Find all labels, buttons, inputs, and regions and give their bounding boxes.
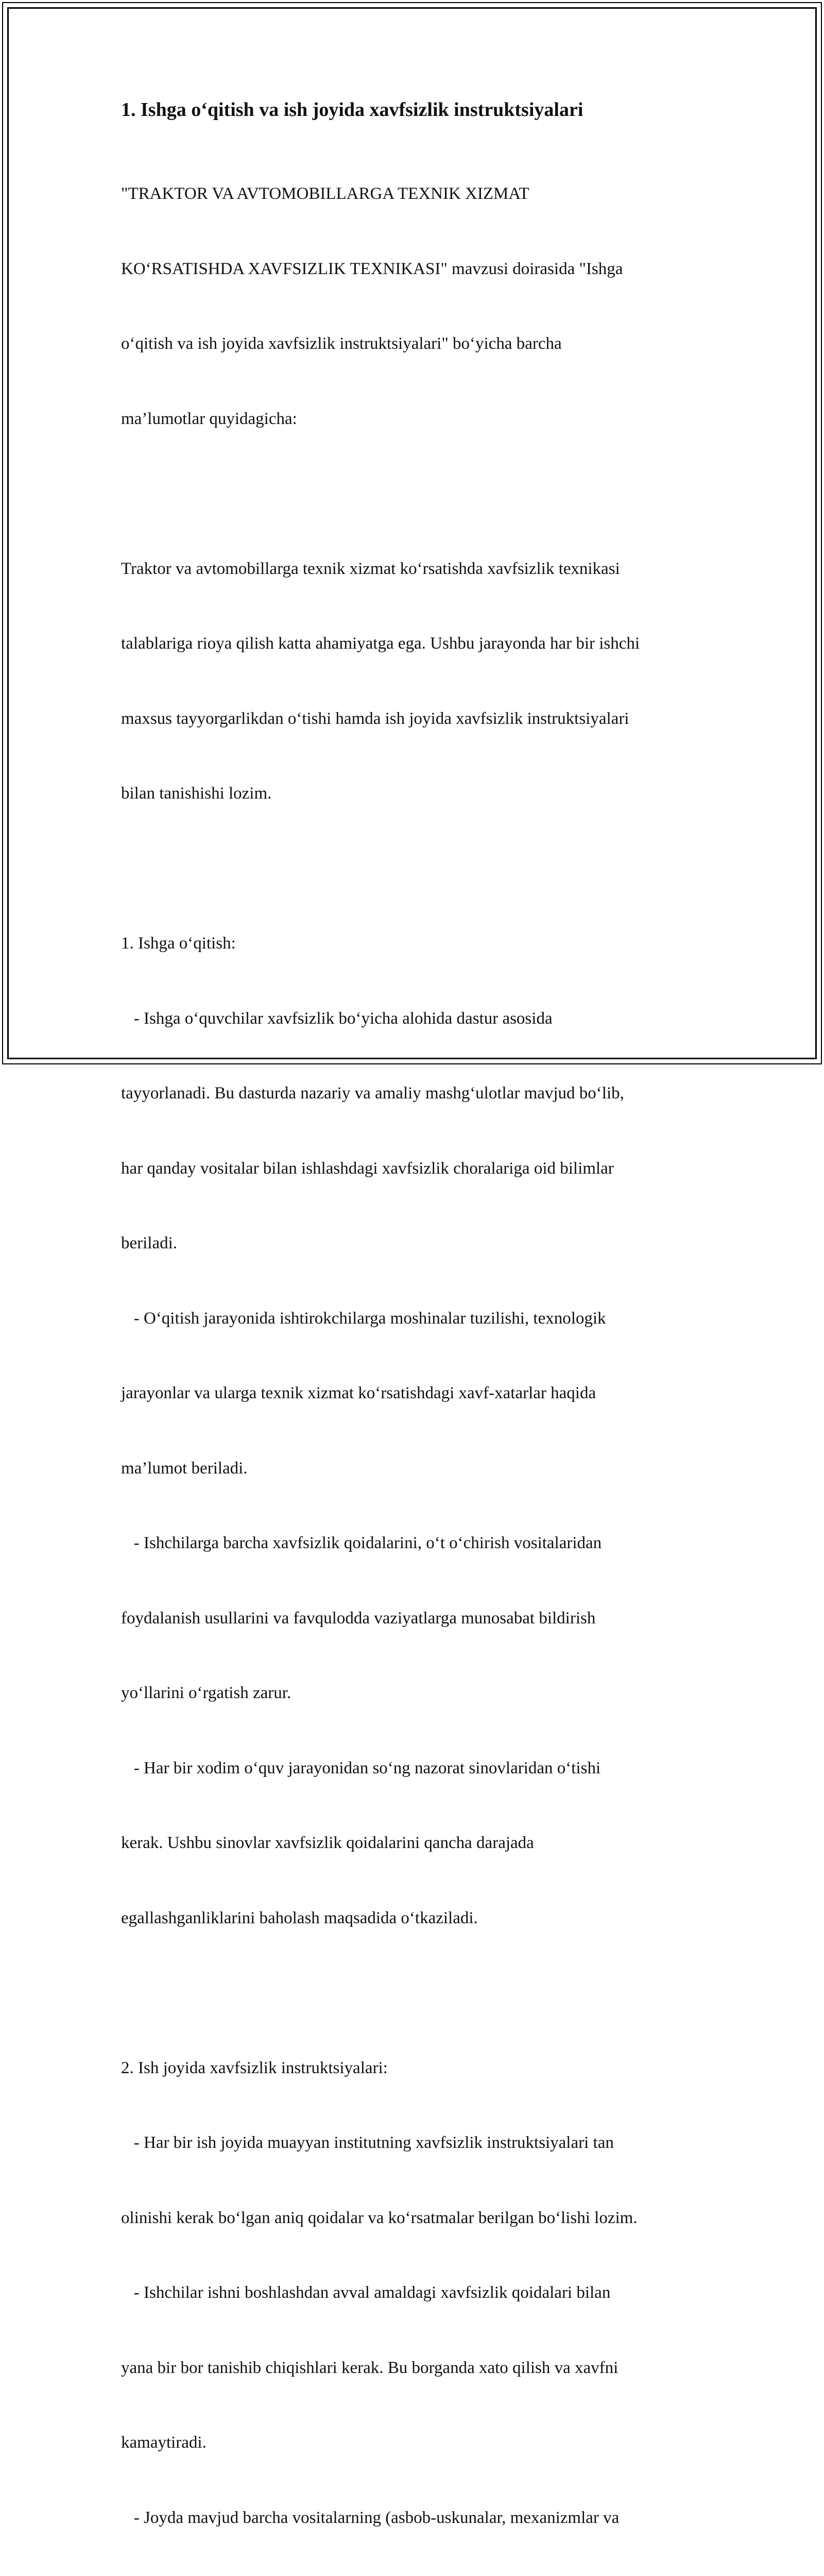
intro-paragraph — [121, 131, 729, 481]
text-line: ma’lumotlar quyidagicha: — [121, 406, 729, 432]
text-line: o‘qitish va ish joyida xavfsizlik instruktsiyalari" bo‘yicha barcha — [121, 331, 729, 357]
list-item-line: - Har bir xodim o‘quv jarayonidan so‘ng nazorat sinovlaridan o‘tishi — [121, 1756, 729, 1781]
text-line: "TRAKTOR VA AVTOMOBILLARGA TEXNIK XIZMAT — [121, 181, 729, 207]
overview-paragraph — [121, 506, 729, 856]
text-line: yo‘llarini o‘rgatish zarur. — [121, 1681, 729, 1706]
list-item-line: - Ishga o‘quvchilar xavfsizlik bo‘yicha alohida dastur asosida — [121, 1006, 729, 1031]
text-line: jarayonlar va ularga texnik xizmat ko‘rsatishdagi xavf-xatarlar haqida — [121, 1381, 729, 1406]
text-line: foydalanish usullarini va favqulodda vaziyatlarga munosabat bildirish — [121, 1606, 729, 1631]
document-title: 1. Ishga o‘qitish va ish joyida xavfsizlik instruktsiyalari — [121, 95, 729, 125]
text-line: Traktor va avtomobillarga texnik xizmat ko‘rsatishda xavfsizlik texnikasi — [121, 556, 729, 582]
text-line: tayyorlanadi. Bu dasturda nazariy va amaliy mashg‘ulotlar mavjud bo‘lib, — [121, 1081, 729, 1106]
text-line: beriladi. — [121, 1231, 729, 1256]
section-heading: 2. Ish joyida xavfsizlik instruktsiyalari: — [121, 2056, 729, 2081]
section-heading: 1. Ishga o‘qitish: — [121, 931, 729, 956]
text-line: ma’lumot beriladi. — [121, 1456, 729, 1481]
text-line: kamaytiradi. — [121, 2430, 729, 2455]
text-line: kerak. Ushbu sinovlar xavfsizlik qoidalarini qancha darajada — [121, 1831, 729, 1856]
list-item-line: - Ishchilarga barcha xavfsizlik qoidalarini, o‘t o‘chirish vositalaridan — [121, 1531, 729, 1556]
list-item-line: - Joyda mavjud barcha vositalarning (asbob-uskunalar, mexanizmlar va — [121, 2505, 729, 2531]
section-workplace-safety — [121, 2006, 729, 2576]
paragraph-gap — [121, 1980, 729, 2006]
text-line: bilan tanishishi lozim. — [121, 781, 729, 806]
text-line: egallashganliklarini baholash maqsadida o‘tkaziladi. — [121, 1906, 729, 1931]
paragraph-gap — [121, 481, 729, 506]
paragraph-gap — [121, 856, 729, 882]
list-item-line: - Har bir ish joyida muayyan institutning xavfsizlik instruktsiyalari tan — [121, 2130, 729, 2156]
text-line: KO‘RSATISHDA XAVFSIZLIK TEXNIKASI" mavzusi doirasida "Ishga — [121, 257, 729, 282]
text-line: olinishi kerak bo‘lgan aniq qoidalar va ko‘rsatmalar berilgan bo‘lishi lozim. — [121, 2206, 729, 2231]
text-line: har qanday vositalar bilan ishlashdagi xavfsizlik choralariga oid bilimlar — [121, 1156, 729, 1181]
list-item-line: - Ishchilar ishni boshlashdan avval amaldagi xavfsizlik qoidalari bilan — [121, 2280, 729, 2306]
section-training — [121, 881, 729, 1980]
text-line: yana bir bor tanishib chiqishlari kerak. Bu borganda xato qilish va xavfni — [121, 2355, 729, 2381]
document-body — [121, 95, 729, 2576]
text-line: maxsus tayyorgarlikdan o‘tishi hamda ish joyida xavfsizlik instruktsiyalari — [121, 706, 729, 732]
text-line: talablariga rioya qilish katta ahamiyatga ega. Ushbu jarayonda har bir ishchi — [121, 631, 729, 656]
list-item-line: - O‘qitish jarayonida ishtirokchilarga moshinalar tuzilishi, texnologik — [121, 1306, 729, 1331]
